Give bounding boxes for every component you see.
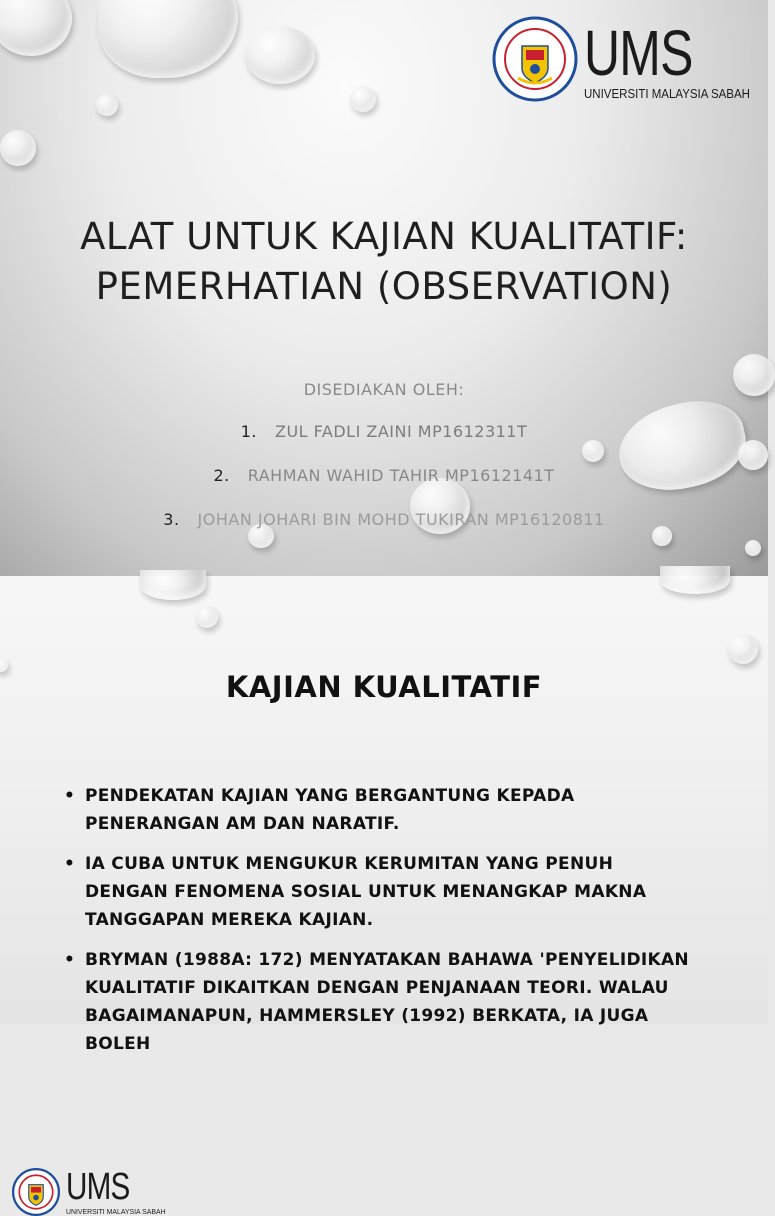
author-name: JOHAN JOHARI BIN MOHD TUKIRAN MP16120811 [197, 510, 605, 529]
bullet-list [60, 782, 700, 1070]
prepared-by-label: DISEDIAKAN OLEH: [303, 380, 465, 399]
water-drop-decoration [140, 570, 206, 600]
water-drop-decoration [98, 0, 238, 78]
author-item [0, 464, 768, 508]
ums-crest-icon [492, 16, 578, 102]
author-name: ZUL FADLI ZAINI MP1612311T [274, 422, 528, 441]
ums-wordmark: UMS [66, 1166, 130, 1208]
water-drop-decoration [96, 94, 118, 116]
author-number: 1. [240, 422, 257, 441]
slide-title-line-1: ALAT UNTUK KAJIAN KUALITATIF: [80, 215, 688, 258]
author-number: 2. [213, 466, 230, 485]
slide-title: KAJIAN KUALITATIF [225, 670, 543, 704]
slide-title-line-2: PEMERHATIAN (OBSERVATION) [95, 265, 673, 308]
water-drop-decoration [196, 606, 218, 628]
slide-title [0, 212, 768, 312]
author-item [0, 420, 768, 464]
water-drop-decoration [0, 0, 72, 56]
water-drop-decoration [0, 130, 36, 166]
water-drop-decoration [660, 566, 730, 594]
ums-logo [12, 1168, 174, 1216]
water-drop-decoration [245, 26, 315, 84]
university-name: UNIVERSITI MALAYSIA SABAH [584, 87, 750, 101]
water-drop-decoration [728, 634, 758, 664]
water-drop-decoration [350, 86, 376, 112]
ums-wordmark: UMS [584, 17, 693, 89]
author-list [0, 420, 768, 552]
author-number: 3. [163, 510, 180, 529]
author-item [0, 508, 768, 552]
bullet-item: • IA CUBA UNTUK MENGUKUR KERUMITAN YANG PENUH DENGAN FENOMENA SOSIAL UNTUK MENANGKAP MAKNA TANGGAPAN MEREKA KAJIAN. [60, 850, 700, 934]
title-slide [0, 0, 768, 576]
ums-logo [492, 16, 764, 102]
bullet-item: • BRYMAN (1988A: 172) MENYATAKAN BAHAWA 'PENYELIDIKAN KUALITATIF DIKAITKAN DENGAN PENJANAAN TEORI. WALAU BAGAIMANAPUN, HAMMERSLEY (1992) BERKATA, IA JUGA BOLEH [60, 946, 700, 1058]
university-name: UNIVERSITI MALAYSIA SABAH [66, 1207, 166, 1216]
ums-crest-icon [12, 1168, 60, 1216]
bullet-item: • PENDEKATAN KAJIAN YANG BERGANTUNG KEPADA PENERANGAN AM DAN NARATIF. [60, 782, 700, 838]
author-name: RAHMAN WAHID TAHIR MP1612141T [247, 466, 555, 485]
